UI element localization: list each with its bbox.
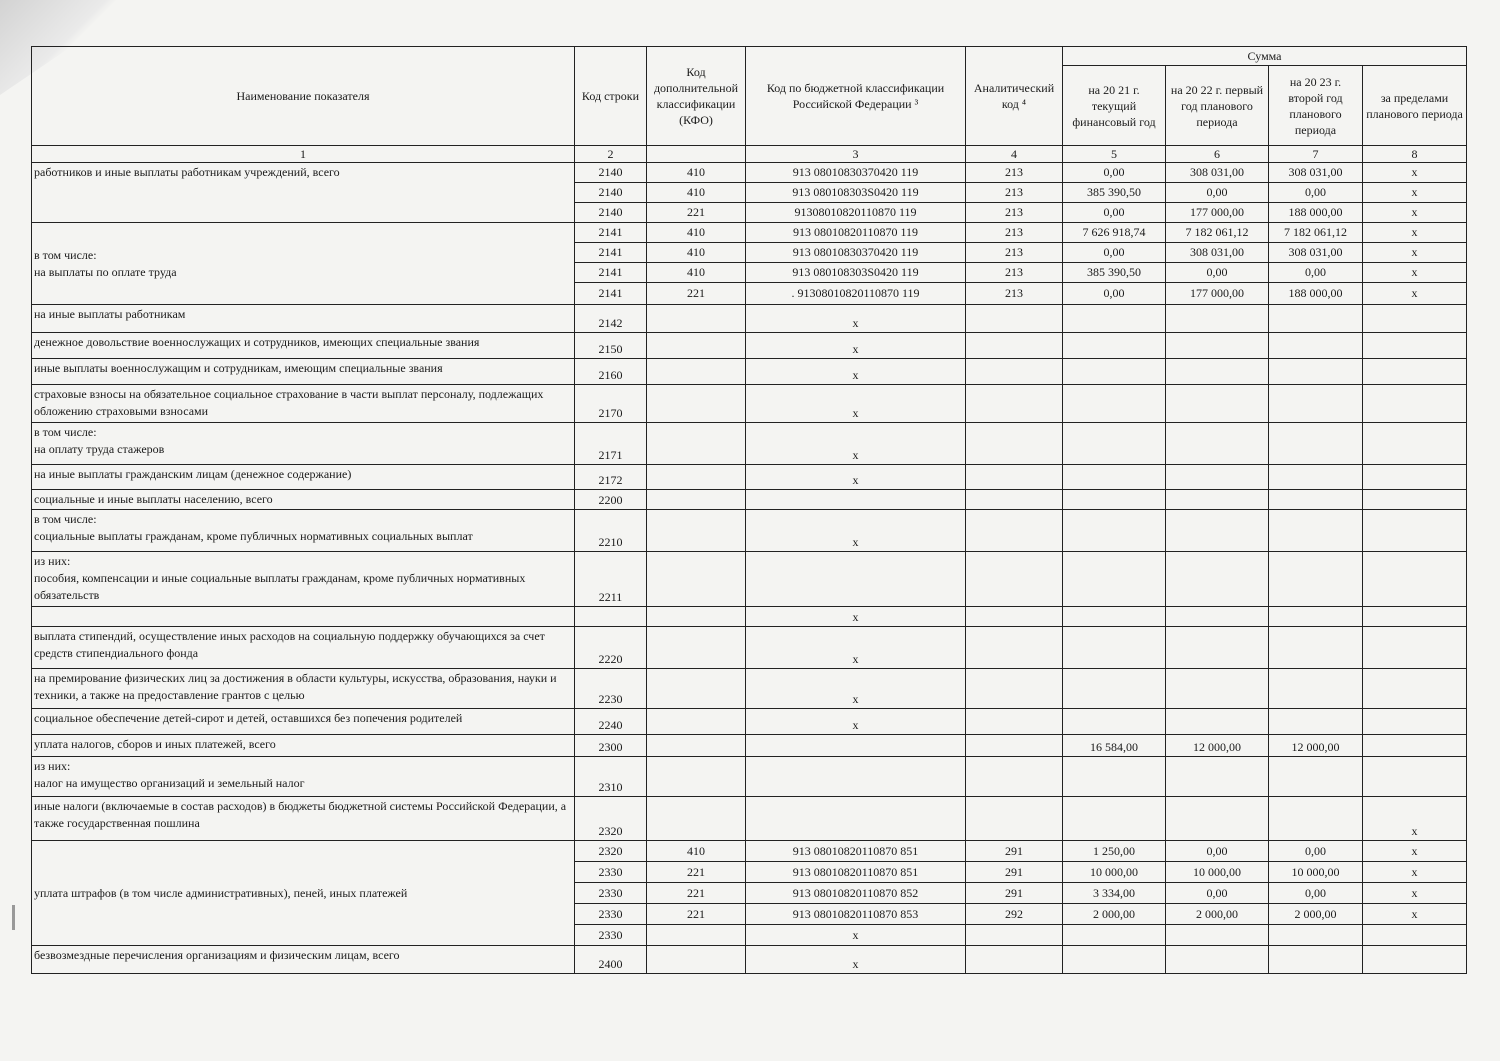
kfo [647, 757, 746, 797]
sum-year-2 [1166, 305, 1269, 333]
bcc-code: 913 080108303S0420 119 [746, 263, 966, 283]
header-kfo: Код дополнительной классификации (КФО) [647, 47, 746, 146]
column-number: 5 [1063, 146, 1166, 163]
table-row [32, 841, 1467, 862]
analytic-code [966, 305, 1063, 333]
analytic-code: 213 [966, 283, 1063, 305]
sum-beyond: x [1363, 163, 1467, 183]
column-number: 4 [966, 146, 1063, 163]
kfo: 410 [647, 243, 746, 263]
sum-year-3: 0,00 [1269, 263, 1363, 283]
line-code: 2141 [575, 223, 647, 243]
kfo: 410 [647, 223, 746, 243]
kfo [647, 385, 746, 423]
sum-year-2 [1166, 465, 1269, 490]
analytic-code [966, 510, 1063, 552]
line-code: 2230 [575, 669, 647, 709]
sum-year-1: 385 390,50 [1063, 263, 1166, 283]
analytic-code [966, 385, 1063, 423]
bcc-code: . 91308010820110870 119 [746, 283, 966, 305]
kfo: 410 [647, 841, 746, 862]
table-row [32, 465, 1467, 490]
sum-beyond: x [1363, 203, 1467, 223]
sum-year-3 [1269, 757, 1363, 797]
kfo: 221 [647, 883, 746, 904]
bcc-code: 913 08010830370420 119 [746, 243, 966, 263]
line-code: 2220 [575, 627, 647, 669]
analytic-code [966, 709, 1063, 735]
header-bcc: Код по бюджетной классификации Российской Федерации ³ [746, 47, 966, 146]
sum-year-3 [1269, 925, 1363, 946]
table-row [32, 359, 1467, 385]
row-name: безвозмездные перечисления организациям и физическим лицам, всего [32, 946, 575, 974]
sum-year-2: 308 031,00 [1166, 163, 1269, 183]
sum-year-2: 0,00 [1166, 883, 1269, 904]
line-code: 2150 [575, 333, 647, 359]
sum-year-2 [1166, 757, 1269, 797]
sum-year-1: 2 000,00 [1063, 904, 1166, 925]
sum-year-1 [1063, 946, 1166, 974]
sum-year-2: 2 000,00 [1166, 904, 1269, 925]
analytic-code [966, 552, 1063, 607]
row-name: социальные и иные выплаты населению, всего [32, 490, 575, 510]
sum-year-2: 177 000,00 [1166, 283, 1269, 305]
sum-year-1 [1063, 669, 1166, 709]
analytic-code [966, 946, 1063, 974]
table-row [32, 627, 1467, 669]
analytic-code: 291 [966, 862, 1063, 883]
table-row [32, 510, 1467, 552]
sum-year-2 [1166, 669, 1269, 709]
row-name: уплата налогов, сборов и иных платежей, всего [32, 735, 575, 757]
sum-year-1 [1063, 709, 1166, 735]
analytic-code: 291 [966, 883, 1063, 904]
sum-year-2 [1166, 797, 1269, 841]
analytic-code: 292 [966, 904, 1063, 925]
line-code: 2142 [575, 305, 647, 333]
table-row [32, 423, 1467, 465]
analytic-code: 213 [966, 263, 1063, 283]
line-code: 2330 [575, 862, 647, 883]
line-code: 2160 [575, 359, 647, 385]
column-number-row [32, 146, 1467, 163]
bcc-code: 913 080108303S0420 119 [746, 183, 966, 203]
column-number: 3 [746, 146, 966, 163]
sum-year-1 [1063, 423, 1166, 465]
analytic-code: 213 [966, 163, 1063, 183]
analytic-code [966, 925, 1063, 946]
sum-beyond: x [1363, 904, 1467, 925]
row-name: иные налоги (включаемые в состав расходов) в бюджеты бюджетной системы Российской Федерации, а также государственная пошлина [32, 797, 575, 841]
table-row [32, 607, 1467, 627]
sum-year-2 [1166, 359, 1269, 385]
line-code: 2141 [575, 263, 647, 283]
sum-beyond: x [1363, 263, 1467, 283]
sum-beyond [1363, 669, 1467, 709]
sum-beyond [1363, 333, 1467, 359]
line-code: 2330 [575, 925, 647, 946]
sum-year-2 [1166, 925, 1269, 946]
kfo [647, 359, 746, 385]
table-row [32, 709, 1467, 735]
column-number: 6 [1166, 146, 1269, 163]
analytic-code [966, 735, 1063, 757]
sum-year-1 [1063, 359, 1166, 385]
sum-year-3 [1269, 669, 1363, 709]
column-number [647, 146, 746, 163]
row-name: выплата стипендий, осуществление иных расходов на социальную поддержку обучающихся за счет средств стипендиального фонда [32, 627, 575, 669]
sum-year-1: 0,00 [1063, 283, 1166, 305]
sum-beyond [1363, 385, 1467, 423]
sum-year-3: 188 000,00 [1269, 203, 1363, 223]
line-code: 2141 [575, 283, 647, 305]
sum-year-1 [1063, 510, 1166, 552]
bcc-code [746, 797, 966, 841]
sum-year-3: 12 000,00 [1269, 735, 1363, 757]
sum-year-2: 177 000,00 [1166, 203, 1269, 223]
sum-year-2 [1166, 709, 1269, 735]
sum-year-1 [1063, 465, 1166, 490]
sum-beyond [1363, 465, 1467, 490]
table-body [32, 146, 1467, 974]
line-code: 2172 [575, 465, 647, 490]
sum-year-3 [1269, 423, 1363, 465]
table-row [32, 333, 1467, 359]
bcc-code: x [746, 465, 966, 490]
sum-year-1: 7 626 918,74 [1063, 223, 1166, 243]
sum-year-3 [1269, 359, 1363, 385]
sum-beyond [1363, 607, 1467, 627]
sum-year-2: 12 000,00 [1166, 735, 1269, 757]
sum-beyond [1363, 423, 1467, 465]
report-sheet [31, 46, 1466, 974]
sum-beyond [1363, 946, 1467, 974]
header-analytic: Аналитический код ⁴ [966, 47, 1063, 146]
sum-year-1 [1063, 385, 1166, 423]
sum-year-1 [1063, 925, 1166, 946]
line-code: 2171 [575, 423, 647, 465]
kfo [647, 423, 746, 465]
sum-beyond [1363, 709, 1467, 735]
column-number: 8 [1363, 146, 1467, 163]
sum-year-2 [1166, 946, 1269, 974]
bcc-code: x [746, 607, 966, 627]
table-row [32, 305, 1467, 333]
bcc-code: x [746, 333, 966, 359]
sum-year-2 [1166, 607, 1269, 627]
analytic-code [966, 465, 1063, 490]
binding-mark [12, 905, 15, 930]
line-code: 2240 [575, 709, 647, 735]
sum-beyond [1363, 735, 1467, 757]
analytic-code [966, 423, 1063, 465]
table-row [32, 552, 1467, 607]
sum-beyond [1363, 490, 1467, 510]
header-year-1: на 20 21 г. текущий финансовый год [1063, 66, 1166, 146]
analytic-code: 213 [966, 223, 1063, 243]
analytic-code [966, 359, 1063, 385]
bcc-code [746, 552, 966, 607]
sum-year-3 [1269, 607, 1363, 627]
row-name: из них: налог на имущество организаций и земельный налог [32, 757, 575, 797]
row-name [32, 607, 575, 627]
sum-beyond: x [1363, 243, 1467, 263]
line-code: 2300 [575, 735, 647, 757]
analytic-code: 213 [966, 243, 1063, 263]
column-number: 7 [1269, 146, 1363, 163]
kfo: 221 [647, 904, 746, 925]
bcc-code [746, 757, 966, 797]
bcc-code: 913 08010820110870 851 [746, 841, 966, 862]
kfo [647, 465, 746, 490]
sum-beyond: x [1363, 883, 1467, 904]
header-name: Наименование показателя [32, 47, 575, 146]
line-code: 2211 [575, 552, 647, 607]
analytic-code [966, 627, 1063, 669]
line-code: 2320 [575, 797, 647, 841]
line-code [575, 607, 647, 627]
sum-year-2 [1166, 385, 1269, 423]
kfo [647, 552, 746, 607]
line-code: 2170 [575, 385, 647, 423]
table-row [32, 946, 1467, 974]
sum-year-3 [1269, 510, 1363, 552]
sum-beyond: x [1363, 797, 1467, 841]
sum-year-2: 0,00 [1166, 841, 1269, 862]
sum-beyond [1363, 359, 1467, 385]
sum-year-2 [1166, 627, 1269, 669]
sum-year-3: 10 000,00 [1269, 862, 1363, 883]
sum-year-2 [1166, 333, 1269, 359]
sum-year-3: 7 182 061,12 [1269, 223, 1363, 243]
kfo: 221 [647, 862, 746, 883]
sum-beyond [1363, 627, 1467, 669]
sum-year-2: 0,00 [1166, 183, 1269, 203]
analytic-code: 213 [966, 183, 1063, 203]
kfo [647, 305, 746, 333]
sum-year-3: 0,00 [1269, 183, 1363, 203]
sum-year-3: 308 031,00 [1269, 163, 1363, 183]
row-name: из них: пособия, компенсации и иные социальные выплаты гражданам, кроме публичных нормативных обязательств [32, 552, 575, 607]
sum-year-1: 0,00 [1063, 203, 1166, 223]
line-code: 2400 [575, 946, 647, 974]
sum-year-2 [1166, 510, 1269, 552]
kfo: 410 [647, 263, 746, 283]
kfo [647, 709, 746, 735]
line-code: 2141 [575, 243, 647, 263]
row-name: на иные выплаты работникам [32, 305, 575, 333]
sum-beyond: x [1363, 862, 1467, 883]
sum-year-3 [1269, 627, 1363, 669]
row-name: денежное довольствие военнослужащих и сотрудников, имеющих специальные звания [32, 333, 575, 359]
line-code: 2320 [575, 841, 647, 862]
sum-year-3 [1269, 385, 1363, 423]
analytic-code [966, 607, 1063, 627]
analytic-code [966, 757, 1063, 797]
sum-year-2: 10 000,00 [1166, 862, 1269, 883]
column-number: 1 [32, 146, 575, 163]
sum-year-1 [1063, 490, 1166, 510]
row-name: в том числе: на выплаты по оплате труда [32, 223, 575, 305]
sum-year-3 [1269, 490, 1363, 510]
line-code: 2210 [575, 510, 647, 552]
header-sum: Сумма [1063, 47, 1467, 66]
sum-year-2 [1166, 552, 1269, 607]
sum-beyond [1363, 925, 1467, 946]
sum-beyond: x [1363, 183, 1467, 203]
bcc-code: 913 08010820110870 853 [746, 904, 966, 925]
kfo [647, 333, 746, 359]
row-name: в том числе: на оплату труда стажеров [32, 423, 575, 465]
table-row [32, 735, 1467, 757]
kfo [647, 735, 746, 757]
analytic-code [966, 333, 1063, 359]
sum-year-1: 0,00 [1063, 163, 1166, 183]
analytic-code [966, 797, 1063, 841]
sum-beyond: x [1363, 223, 1467, 243]
row-name: на иные выплаты гражданским лицам (денежное содержание) [32, 465, 575, 490]
table-row [32, 669, 1467, 709]
sum-year-3: 2 000,00 [1269, 904, 1363, 925]
sum-year-1: 385 390,50 [1063, 183, 1166, 203]
kfo [647, 946, 746, 974]
sum-year-3: 0,00 [1269, 883, 1363, 904]
table-row [32, 757, 1467, 797]
sum-year-1: 16 584,00 [1063, 735, 1166, 757]
row-name: на премирование физических лиц за достижения в области культуры, искусства, образования, науки и техники, а также на предоставление грантов с целью [32, 669, 575, 709]
sum-beyond: x [1363, 841, 1467, 862]
sum-year-3 [1269, 333, 1363, 359]
sum-year-1 [1063, 607, 1166, 627]
header-year-3: на 20 23 г. второй год планового периода [1269, 66, 1363, 146]
bcc-code [746, 735, 966, 757]
bcc-code: x [746, 305, 966, 333]
bcc-code: 913 08010820110870 852 [746, 883, 966, 904]
row-name: работников и иные выплаты работникам учреждений, всего [32, 163, 575, 223]
kfo: 410 [647, 163, 746, 183]
analytic-code: 291 [966, 841, 1063, 862]
header-year-2: на 20 22 г. первый год планового периода [1166, 66, 1269, 146]
sum-year-1 [1063, 305, 1166, 333]
sum-year-3 [1269, 709, 1363, 735]
sum-beyond [1363, 757, 1467, 797]
sum-year-1 [1063, 552, 1166, 607]
bcc-code: x [746, 510, 966, 552]
analytic-code [966, 490, 1063, 510]
line-code: 2140 [575, 183, 647, 203]
kfo [647, 925, 746, 946]
sum-year-3: 0,00 [1269, 841, 1363, 862]
line-code: 2200 [575, 490, 647, 510]
line-code: 2140 [575, 163, 647, 183]
sum-year-2 [1166, 423, 1269, 465]
line-code: 2310 [575, 757, 647, 797]
row-name: социальное обеспечение детей-сирот и детей, оставшихся без попечения родителей [32, 709, 575, 735]
sum-beyond [1363, 305, 1467, 333]
sum-year-2: 0,00 [1166, 263, 1269, 283]
analytic-code [966, 669, 1063, 709]
bcc-code: x [746, 423, 966, 465]
kfo [647, 669, 746, 709]
bcc-code: x [746, 946, 966, 974]
row-name: иные выплаты военнослужащим и сотрудникам, имеющим специальные звания [32, 359, 575, 385]
sum-year-2: 308 031,00 [1166, 243, 1269, 263]
line-code: 2330 [575, 904, 647, 925]
sum-year-1: 3 334,00 [1063, 883, 1166, 904]
sum-year-3 [1269, 797, 1363, 841]
sum-year-3 [1269, 305, 1363, 333]
table-row [32, 490, 1467, 510]
bcc-code: x [746, 359, 966, 385]
kfo: 221 [647, 283, 746, 305]
sum-year-2: 7 182 061,12 [1166, 223, 1269, 243]
kfo [647, 797, 746, 841]
table-row [32, 223, 1467, 243]
sum-year-3 [1269, 465, 1363, 490]
table-row [32, 385, 1467, 423]
sum-year-2 [1166, 490, 1269, 510]
sum-year-1: 0,00 [1063, 243, 1166, 263]
kfo: 221 [647, 203, 746, 223]
kfo: 410 [647, 183, 746, 203]
sum-year-3: 308 031,00 [1269, 243, 1363, 263]
sum-year-1: 1 250,00 [1063, 841, 1166, 862]
analytic-code: 213 [966, 203, 1063, 223]
sum-year-1 [1063, 757, 1166, 797]
table-row [32, 163, 1467, 183]
bcc-code: 913 08010820110870 851 [746, 862, 966, 883]
sum-year-1: 10 000,00 [1063, 862, 1166, 883]
sum-year-3 [1269, 946, 1363, 974]
bcc-code: x [746, 627, 966, 669]
sum-year-3 [1269, 552, 1363, 607]
expense-table [31, 46, 1467, 974]
bcc-code [746, 490, 966, 510]
row-name: страховые взносы на обязательное социальное страхование в части выплат персоналу, подлежащих обложению страховыми взносами [32, 385, 575, 423]
kfo [647, 490, 746, 510]
column-number: 2 [575, 146, 647, 163]
sum-year-1 [1063, 627, 1166, 669]
bcc-code: 91308010820110870 119 [746, 203, 966, 223]
bcc-code: x [746, 385, 966, 423]
sum-year-1 [1063, 797, 1166, 841]
kfo [647, 627, 746, 669]
bcc-code: x [746, 669, 966, 709]
kfo [647, 510, 746, 552]
sum-beyond [1363, 552, 1467, 607]
bcc-code: 913 08010820110870 119 [746, 223, 966, 243]
table-row [32, 797, 1467, 841]
bcc-code: x [746, 709, 966, 735]
header-beyond: за пределами планового периода [1363, 66, 1467, 146]
header-line-code: Код строки [575, 47, 647, 146]
line-code: 2140 [575, 203, 647, 223]
kfo [647, 607, 746, 627]
line-code: 2330 [575, 883, 647, 904]
sum-beyond: x [1363, 283, 1467, 305]
bcc-code: x [746, 925, 966, 946]
sum-year-3: 188 000,00 [1269, 283, 1363, 305]
row-name: в том числе: социальные выплаты гражданам, кроме публичных нормативных социальных выплат [32, 510, 575, 552]
bcc-code: 913 08010830370420 119 [746, 163, 966, 183]
row-name: уплата штрафов (в том числе административных), пеней, иных платежей [32, 841, 575, 946]
sum-beyond [1363, 510, 1467, 552]
sum-year-1 [1063, 333, 1166, 359]
